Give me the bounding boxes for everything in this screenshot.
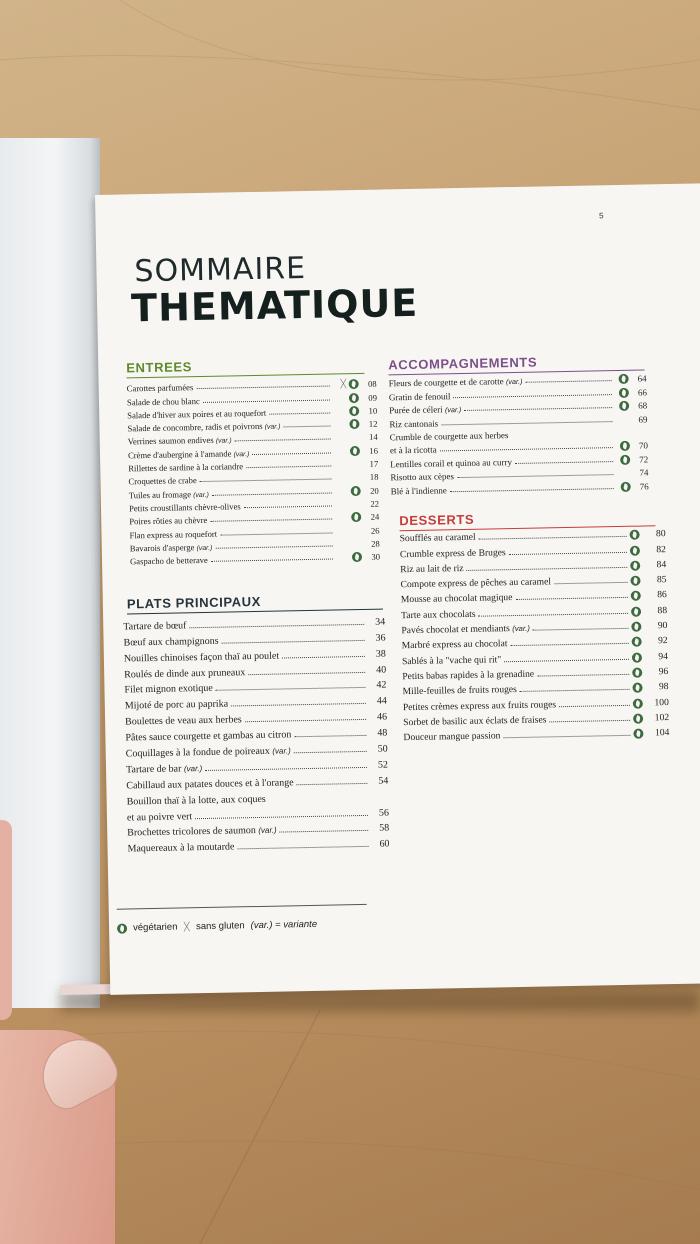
leaf-icon (630, 545, 640, 555)
dot-leader (212, 492, 332, 495)
dot-leader (203, 399, 330, 402)
section-desserts-heading: DESSERTS (399, 508, 655, 531)
item-page: 22 (370, 498, 380, 509)
dot-leader (237, 846, 368, 850)
leaf-icon (621, 481, 631, 491)
dot-leader (479, 613, 629, 617)
item-title: Coquillages à la fondue de poireaux (125, 745, 270, 760)
item-title: Crème d'aubergine à l'amande (127, 448, 232, 461)
item-page: 28 (371, 538, 380, 549)
item-icons (630, 576, 642, 586)
item-icons (633, 698, 645, 708)
item-page: 86 (657, 589, 667, 601)
item-page: 44 (376, 695, 387, 708)
dot-leader (450, 488, 614, 492)
item-icons (631, 591, 643, 601)
item-title: Filet mignon exotique (124, 683, 213, 696)
item-icons (616, 441, 630, 451)
leaf-icon (633, 698, 643, 708)
item-variant: (var.) (444, 405, 462, 415)
item-icons (615, 388, 629, 398)
item-page: 42 (376, 679, 387, 692)
item-label (129, 528, 217, 540)
item-icons (632, 668, 644, 678)
item-page: 69 (638, 414, 648, 425)
item-page: 34 (375, 616, 386, 628)
item-title: Tartare de bœuf (123, 620, 187, 633)
dot-leader (211, 559, 333, 562)
dot-leader (294, 735, 366, 737)
item-title: Bœuf aux champignons (123, 635, 219, 649)
dot-leader (509, 551, 627, 554)
item-title: Tuiles au fromage (128, 488, 192, 501)
item-variant: (var.) (505, 377, 523, 387)
item-page: 18 (369, 471, 379, 483)
item-label (125, 699, 228, 712)
item-label (400, 547, 506, 560)
item-title: Tarte aux chocolats (401, 608, 476, 621)
item-icons (336, 552, 362, 562)
dot-leader (294, 751, 367, 753)
item-page: 58 (379, 822, 390, 835)
title-line-1: SOMMAIRE (134, 250, 307, 290)
dot-leader (245, 719, 366, 722)
item-title: Flan express au roquefort (129, 528, 218, 540)
item-variant: (var.) (193, 491, 210, 499)
leaf-icon (630, 560, 640, 570)
dot-leader (269, 412, 330, 414)
leaf-icon (620, 441, 630, 451)
title-line-2: THEMATIQUE (130, 280, 419, 331)
item-page: 98 (658, 681, 669, 693)
item-title: Boulettes de veau aux herbes (125, 714, 242, 728)
section-entrees-heading: ENTREES (126, 356, 364, 379)
dot-leader (559, 704, 630, 706)
item-variant: (var.) (258, 826, 277, 836)
item-title: Maquereaux à la moutarde (127, 841, 235, 855)
item-title: Cabillaud aux patates douces et à l'orange (126, 777, 294, 792)
item-icons (630, 530, 642, 540)
item-page: 16 (369, 445, 379, 456)
item-title: Tartare de bar (125, 763, 182, 776)
list-desserts (399, 524, 669, 743)
list-accompagnements (389, 370, 649, 495)
item-page: 46 (376, 711, 388, 723)
dot-leader (235, 439, 331, 442)
item-label (127, 842, 234, 855)
item-label (127, 811, 192, 823)
item-icons (632, 683, 644, 693)
item-label (401, 609, 476, 621)
item-label (127, 382, 194, 393)
leaf-icon (350, 446, 360, 456)
item-label (402, 639, 508, 652)
gluten-free-icon: ᚷ (339, 377, 347, 391)
item-label (389, 418, 438, 429)
item-title: Carottes parfumées (126, 382, 194, 394)
dot-leader (215, 545, 332, 548)
item-variant: (var.) (264, 423, 281, 431)
dot-leader (515, 597, 627, 600)
item-page: 52 (377, 759, 389, 771)
item-title: Douceur mangue passion (403, 730, 501, 744)
item-icons (617, 481, 631, 491)
item-page: 104 (654, 727, 670, 739)
item-title: Rillettes de sardine à la coriandre (128, 461, 244, 474)
item-label (129, 489, 209, 501)
item-label (128, 435, 232, 447)
item-title: Gaspacho de betterave (129, 555, 208, 567)
item-icons (335, 486, 361, 496)
leaf-icon (632, 668, 642, 678)
item-title: Salade de chou blanc (126, 395, 200, 408)
dot-leader (231, 703, 366, 707)
item-label (125, 715, 242, 728)
item-label (400, 563, 464, 575)
footer-rule (117, 904, 367, 910)
item-page: 80 (655, 528, 666, 540)
dot-leader (246, 466, 331, 469)
item-title: Poires rôties au chèvre (129, 515, 208, 527)
item-title: et au poivre vert (126, 810, 193, 824)
item-title: Petits babas rapides à la grenadine (402, 668, 535, 683)
item-title: Crumble express de Bruges (399, 546, 506, 560)
item-page: 88 (657, 604, 668, 617)
leaf-icon (351, 486, 361, 496)
section-plats-heading: PLATS PRINCIPAUX (127, 592, 383, 615)
item-icons (333, 379, 359, 389)
list-entrees (127, 376, 381, 567)
item-title: Salade de concombre, radis et poivrons (127, 421, 263, 434)
item-page: 92 (657, 635, 668, 647)
leaf-icon (631, 622, 641, 632)
leaf-icon (117, 923, 127, 933)
item-title: Mille-feuilles de fruits rouges (402, 684, 517, 698)
dot-leader (503, 735, 630, 738)
item-icons (630, 545, 642, 555)
leaf-icon (352, 552, 362, 562)
item-label (124, 667, 245, 680)
item-title: Croquettes de crabe (128, 475, 197, 487)
dot-leader (457, 474, 613, 478)
item-page: 26 (370, 525, 380, 536)
item-title: Pâtes sauce courgette et gambas au citron (125, 729, 292, 744)
item-icons (633, 729, 645, 739)
item-icons (632, 637, 644, 647)
item-variant: (var.) (233, 450, 250, 459)
item-page: 85 (656, 574, 667, 586)
item-icons (633, 713, 645, 723)
item-variant: (var.) (512, 623, 530, 634)
item-title: Mijoté de porc au paprika (124, 698, 229, 712)
item-icons (335, 512, 361, 522)
item-icons (616, 455, 630, 465)
gluten-free-icon: ᚷ (183, 919, 191, 933)
item-icons (632, 652, 644, 662)
item-icons (334, 446, 360, 456)
item-title: Crumble de courgette aux herbes (389, 430, 509, 443)
item-label (390, 471, 454, 482)
item-variant: (var.) (215, 437, 232, 446)
item-label (127, 396, 200, 407)
item-page: 12 (368, 418, 378, 429)
item-title: Risotto aux cèpes (390, 471, 455, 483)
item-page: 64 (637, 373, 647, 385)
item-page: 60 (379, 838, 390, 851)
item-page: 14 (369, 432, 378, 443)
dot-leader (196, 386, 329, 390)
item-variant: (var.) (183, 763, 203, 774)
item-page: 82 (656, 543, 667, 555)
item-label (124, 683, 213, 696)
finger-left (0, 820, 12, 1020)
leaf-icon (631, 591, 641, 601)
item-title: Lentilles corail et quinoa au curry (390, 456, 512, 470)
item-icons (333, 393, 359, 403)
item-label (401, 593, 513, 606)
item-title: Mousse au chocolat magique (400, 592, 513, 606)
dot-leader (244, 505, 332, 508)
item-page: 72 (639, 454, 649, 465)
dot-leader (464, 407, 612, 411)
item-label (129, 515, 207, 526)
leaf-icon (633, 729, 643, 739)
dot-leader (554, 582, 627, 584)
item-variant: (var.) (272, 746, 291, 756)
leaf-icon (631, 606, 641, 616)
left-page (0, 138, 100, 1008)
item-label (123, 635, 218, 648)
dot-leader (550, 720, 631, 723)
item-icons (630, 560, 642, 570)
item-label (389, 404, 461, 415)
item-title: Marbré express au chocolat (401, 638, 508, 652)
legend (117, 919, 317, 934)
item-page: 96 (658, 666, 669, 678)
section-accompagnements-heading: ACCOMPAGNEMENTS (388, 352, 644, 375)
item-page: 38 (375, 648, 386, 660)
item-icons (333, 406, 359, 416)
item-page: 90 (657, 620, 668, 632)
item-page: 70 (638, 440, 649, 451)
dot-leader (479, 536, 627, 540)
item-page: 54 (378, 775, 389, 787)
item-icons (615, 374, 629, 384)
item-page: 84 (656, 558, 667, 571)
item-title: Verrines saumon endives (127, 435, 214, 447)
dot-leader (533, 628, 629, 631)
item-label (126, 763, 202, 775)
item-page: 09 (368, 392, 378, 403)
dot-leader (216, 687, 366, 691)
item-page: 10 (368, 405, 378, 416)
item-title: Fleurs de courgette et de carotte (388, 376, 504, 389)
item-title: Petits croustillants chèvre-olives (128, 501, 241, 514)
item-page: 48 (377, 727, 388, 739)
dot-leader (525, 381, 611, 384)
item-page: 68 (638, 400, 648, 411)
item-title: Riz cantonais (389, 418, 439, 429)
item-title: Nouilles chinoises façon thaï au poulet (123, 650, 280, 665)
item-icons (631, 606, 643, 616)
leaf-icon (630, 576, 640, 586)
item-title: et à la ricotta (389, 444, 437, 456)
leaf-icon (619, 388, 629, 398)
dot-leader (280, 830, 369, 833)
dot-leader (520, 689, 630, 692)
item-title: Riz au lait de riz (400, 562, 464, 576)
dot-leader (504, 659, 629, 662)
dot-leader (537, 674, 629, 677)
dot-leader (252, 452, 331, 455)
leaf-icon (619, 401, 629, 411)
legend-gluten-free: sans gluten (195, 920, 245, 933)
item-page: 17 (369, 458, 379, 469)
item-page: 24 (370, 511, 380, 523)
item-title: Gratin de fenouil (388, 390, 451, 403)
leaf-icon (633, 713, 643, 723)
legend-variant: (var.) = variante (250, 918, 318, 932)
item-variant: (var.) (196, 544, 213, 552)
item-page: 94 (658, 650, 669, 662)
item-label (128, 475, 196, 486)
item-page: 36 (375, 632, 386, 644)
item-page: 76 (639, 480, 649, 492)
dot-leader (282, 656, 365, 659)
page-number: 5 (598, 211, 604, 221)
item-title: Brochettes tricolores de saumon (127, 825, 256, 839)
item-title: Sorbet de basilic aux éclats de fraises (403, 714, 547, 729)
item-title: Pavés chocolat et mendiants (401, 623, 510, 637)
leaf-icon (349, 379, 359, 389)
leaf-icon (620, 455, 630, 465)
item-label (391, 485, 447, 496)
dot-leader (210, 519, 332, 522)
leaf-icon (632, 683, 642, 693)
dot-leader (515, 461, 613, 464)
item-title: Compote express de pêches au caramel (400, 576, 552, 591)
dot-leader (200, 479, 332, 483)
item-label (402, 654, 501, 667)
item-label (403, 730, 500, 743)
item-page: 56 (378, 807, 390, 819)
legend-vegetarian: végétarien (132, 921, 178, 934)
leaf-icon (349, 393, 359, 403)
item-label (389, 391, 451, 402)
item-title: Roulés de dinde aux pruneaux (124, 666, 246, 681)
leaf-icon (630, 530, 640, 540)
item-page: 66 (637, 387, 647, 398)
item-label (402, 684, 516, 697)
item-title: Bouillon thaï à la lotte, aux coques (126, 793, 266, 808)
item-page: 100 (654, 696, 669, 708)
item-title: Soufflés au caramel (399, 532, 476, 545)
item-label (400, 532, 476, 544)
item-title: Blé à l'indienne (390, 484, 447, 496)
contents-page (95, 183, 700, 995)
item-page: 50 (377, 743, 388, 755)
leaf-icon (349, 406, 359, 416)
item-page: 40 (376, 664, 387, 676)
item-icons (615, 401, 629, 411)
item-label (390, 445, 437, 456)
item-label (130, 542, 213, 554)
item-page: 74 (639, 467, 649, 478)
item-title: Sablés à la "vache qui rit" (401, 653, 502, 667)
dot-leader (220, 532, 332, 535)
item-title: Purée de céleri (389, 404, 443, 416)
item-label (129, 501, 241, 513)
item-title: Salade d'hiver aux poires et au roquefort (127, 407, 267, 421)
leaf-icon (349, 419, 359, 429)
item-label (123, 620, 186, 632)
leaf-icon (351, 512, 361, 522)
item-page: 102 (654, 711, 670, 724)
item-title: Petites crèmes express aux fruits rouges (402, 698, 557, 713)
dot-leader (248, 671, 365, 674)
leaf-icon (619, 374, 629, 384)
item-icons (333, 419, 359, 429)
dot-leader (284, 426, 331, 428)
dot-leader (453, 394, 612, 398)
dot-leader (222, 640, 365, 644)
leaf-icon (632, 637, 642, 647)
leaf-icon (632, 652, 642, 662)
dot-leader (297, 783, 368, 785)
list-plats (123, 612, 390, 855)
item-icons (631, 622, 643, 632)
item-page: 08 (367, 378, 377, 390)
item-page: 30 (371, 551, 381, 562)
dot-leader (510, 643, 628, 646)
item-label (130, 555, 208, 566)
item-page: 20 (370, 485, 379, 496)
item-title: Bavarois d'asperge (129, 542, 195, 554)
